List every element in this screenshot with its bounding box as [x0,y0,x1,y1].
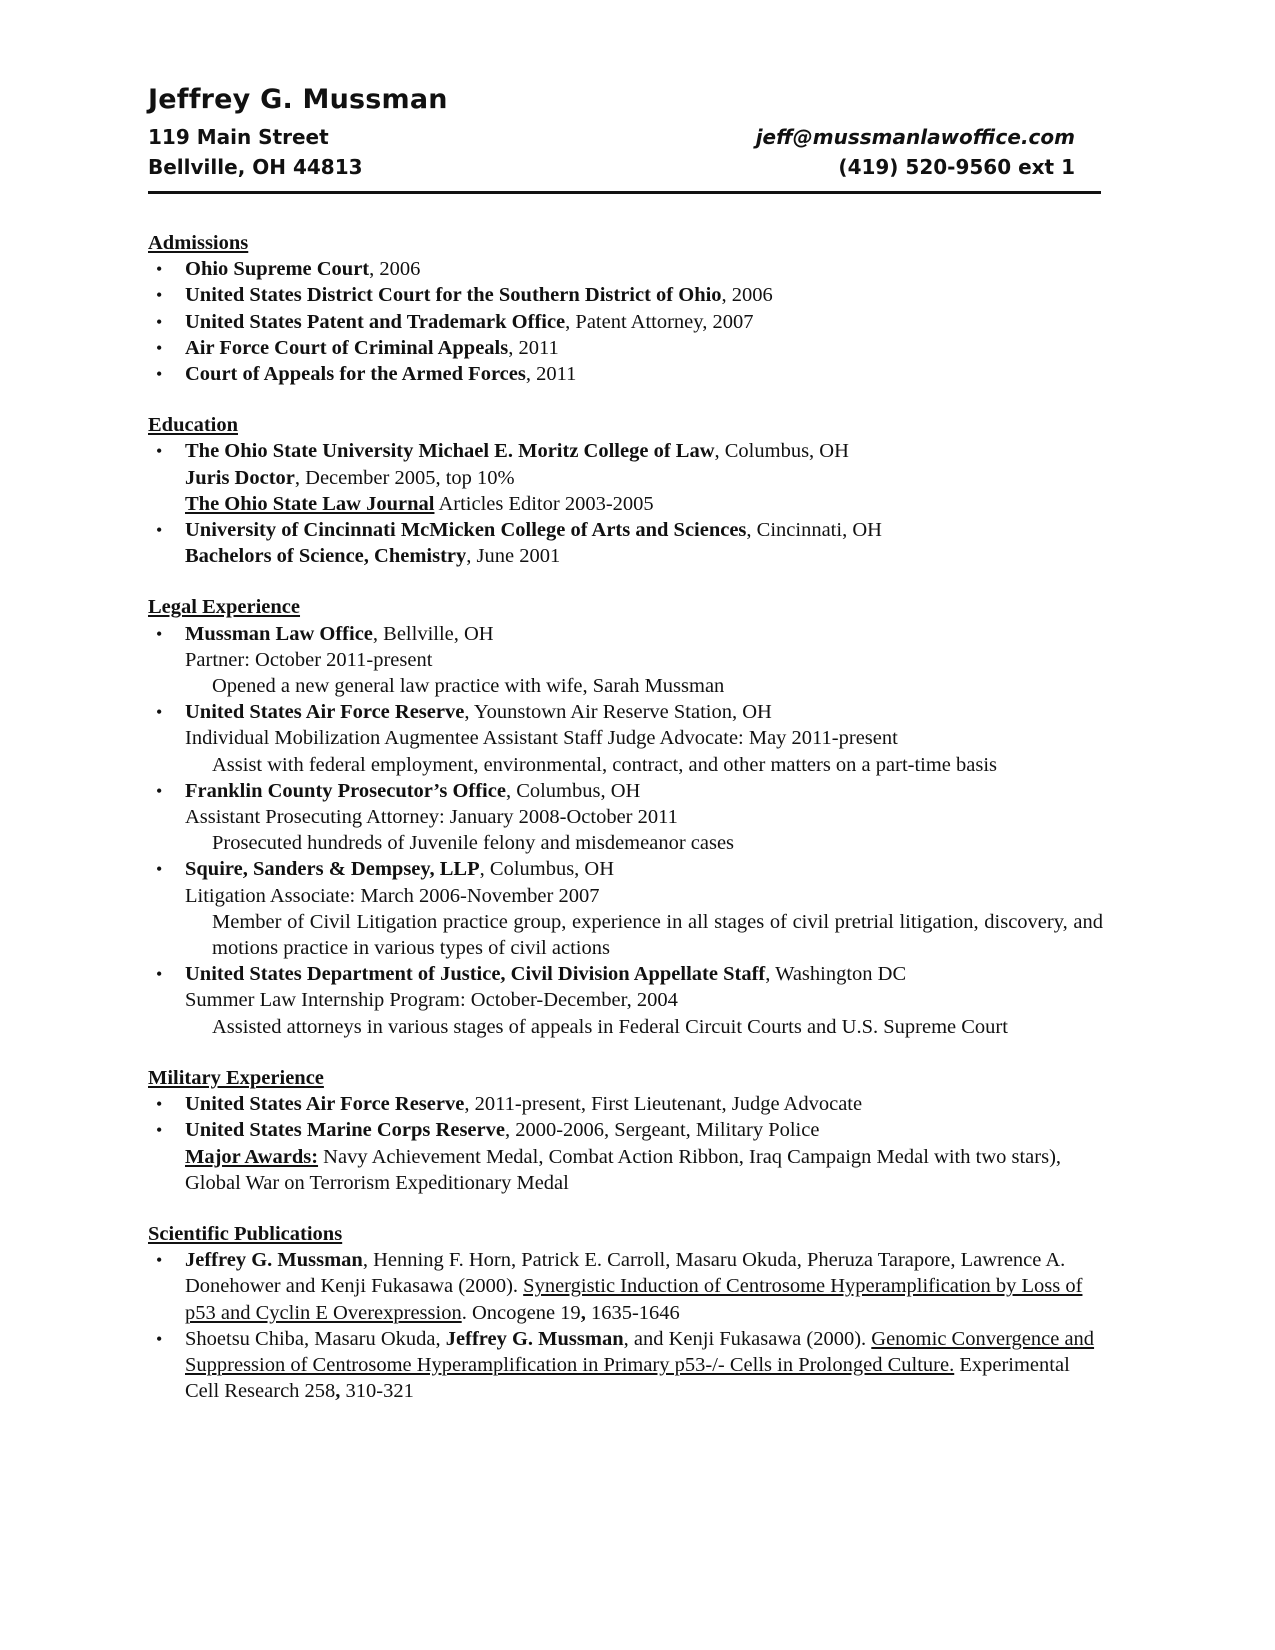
degree-name: Juris Doctor [185,466,295,489]
publication-comma: , [580,1301,586,1324]
publication-comma: , [335,1380,341,1403]
degree-name: Bachelors of Science, Chemistry [185,545,467,568]
publication-authors: , Henning F. Horn, Patrick E. Carroll, Masaru Okuda, Pheruza Tarapore, Lawrence A. Donehower and Kenji Fukasawa (2000). [185,1249,1066,1298]
school-name: University of Cincinnati McMicken College of Arts and Sciences [185,519,747,542]
list-item [148,282,1103,308]
list-item [148,856,1103,961]
list-item [148,778,1103,857]
military-experience-list [148,1091,1103,1196]
publication-title: Genomic Convergence and Suppression of Centrosome Hyperamplification in Primary p53-/- Cells in Prolonged Culture. [185,1327,1095,1376]
list-item [148,438,1103,517]
service-branch: United States Marine Corps Reserve [185,1119,505,1142]
header-divider [148,191,1101,194]
employer-location: , Columbus, OH [505,779,641,802]
service-detail: , 2011-present, First Lieutenant, Judge Advocate [464,1093,863,1116]
admission-detail: , 2006 [369,258,421,281]
list-item [148,1247,1103,1326]
publication-pages: 310-321 [340,1380,414,1403]
employer-line [185,961,1103,987]
degree-line [185,465,1103,491]
role-line: Summer Law Internship Program: October-December, 2004 [185,989,678,1012]
list-item [148,1326,1103,1405]
role-description: Member of Civil Litigation practice group, experience in all stages of civil pretrial litigation, discovery, and motions practice in various types of civil actions [212,910,1103,960]
military-experience-section [148,1065,1103,1196]
employer-location: , Bellville, OH [372,622,494,645]
role-line: Litigation Associate: March 2006-November 2007 [185,884,600,907]
admission-detail: , Patent Attorney, 2007 [565,310,754,333]
employer-location: , Washington DC [765,963,907,986]
degree-detail: , December 2005, top 10% [294,466,515,489]
awards-label: Major Awards: [185,1145,319,1168]
role-description: Prosecuted hundreds of Juvenile felony and misdemeanor cases [212,832,735,855]
candidate-name: Jeffrey G. Mussman [148,84,448,115]
publication-title: Synergistic Induction of Centrosome Hyperamplification by Loss of p53 and Cyclin E Overexpression [185,1275,1083,1324]
publication-preceding-authors: Shoetsu Chiba, Masaru Okuda, [185,1327,446,1350]
admission-court: Ohio Supreme Court [185,258,370,281]
school-location: , Columbus, OH [714,440,849,463]
service-branch: United States Air Force Reserve [185,1093,465,1116]
resume-body [148,230,1103,1429]
publication-authors: , and Kenji Fukasawa (2000). [623,1327,872,1350]
admissions-list [148,256,1103,387]
employer-line [185,699,1103,725]
section-title: Admissions [148,232,249,254]
admission-court: United States Patent and Trademark Office [185,310,566,333]
list-item [148,961,1103,1040]
employer-name: United States Department of Justice, Civil Division Appellate Staff [185,963,766,986]
role-line: Assistant Prosecuting Attorney: January 2008-October 2011 [185,806,678,829]
admission-court: Court of Appeals for the Armed Forces [185,363,526,386]
school-line [185,438,1103,464]
admission-court: United States District Court for the Southern District of Ohio [185,284,722,307]
admission-detail: , 2011 [525,363,577,386]
list-item [148,699,1103,778]
awards-text: Navy Achievement Medal, Combat Action Ribbon, Iraq Campaign Medal with two stars), Global War on Terrorism Expeditionary Medal [185,1145,1062,1194]
role-description: Opened a new general law practice with wife, Sarah Mussman [212,675,725,698]
degree-line [185,543,1103,569]
employer-name: United States Air Force Reserve [185,701,465,724]
employer-line [185,856,1103,882]
admission-court: Air Force Court of Criminal Appeals [185,336,509,359]
journal-name: The Ohio State Law Journal [185,492,435,515]
employer-location: , Younstown Air Reserve Station, OH [464,701,772,724]
admission-detail: , 2006 [721,284,773,307]
list-item [148,335,1103,361]
journal-line [185,491,1103,517]
admissions-section [148,230,1103,387]
school-location: , Cincinnati, OH [746,519,882,542]
list-item [148,621,1103,700]
section-title: Education [148,414,238,437]
legal-experience-section [148,594,1103,1039]
employer-name: Mussman Law Office [185,622,373,645]
publication-journal: . Oncogene 19 [461,1301,581,1324]
school-line [185,517,1103,543]
awards-line [185,1144,1103,1196]
employer-name: Franklin County Prosecutor’s Office [185,779,506,802]
service-line [185,1117,1103,1143]
role-line: Individual Mobilization Augmentee Assistant Staff Judge Advocate: May 2011-present [185,727,898,750]
phone-number: (419) 520-9560 ext 1 [838,155,1075,179]
role-description: Assist with federal employment, environmental, contract, and other matters on a part-time basis [212,753,998,776]
legal-experience-list [148,621,1103,1040]
role-description: Assisted attorneys in various stages of appeals in Federal Circuit Courts and U.S. Supreme Court [212,1015,1008,1038]
publication-author-highlight: Jeffrey G. Mussman [445,1327,624,1350]
publications-list [148,1247,1103,1404]
role-line: Partner: October 2011-present [185,648,433,671]
education-list [148,438,1103,569]
list-item [148,1117,1103,1196]
employer-line [185,778,1103,804]
list-item [148,361,1103,387]
journal-detail: Articles Editor 2003-2005 [434,492,654,515]
publication-journal: Experimental Cell Research 258 [185,1353,1070,1403]
service-detail: , 2000-2006, Sergeant, Military Police [504,1119,820,1142]
publication-pages: 1635-1646 [585,1301,680,1324]
school-name: The Ohio State University Michael E. Moritz College of Law [185,440,715,463]
city-state-zip: Bellville, OH 44813 [148,155,363,179]
section-title: Military Experience [148,1066,324,1089]
employer-location: , Columbus, OH [479,858,615,881]
list-item [148,1091,1103,1117]
list-item [148,517,1103,569]
email-address: jeff@mussmanlawoffice.com [755,125,1075,149]
employer-name: Squire, Sanders & Dempsey, LLP [185,858,480,881]
employer-line [185,621,1103,647]
admission-detail: , 2011 [508,336,559,359]
list-item [148,256,1103,282]
degree-detail: , June 2001 [466,545,561,568]
education-section [148,412,1103,569]
publication-author-highlight: Jeffrey G. Mussman [185,1249,363,1272]
section-title: Legal Experience [148,596,301,619]
section-title: Scientific Publications [148,1222,343,1245]
publications-section [148,1221,1103,1404]
list-item [148,309,1103,335]
street-address: 119 Main Street [148,125,329,149]
